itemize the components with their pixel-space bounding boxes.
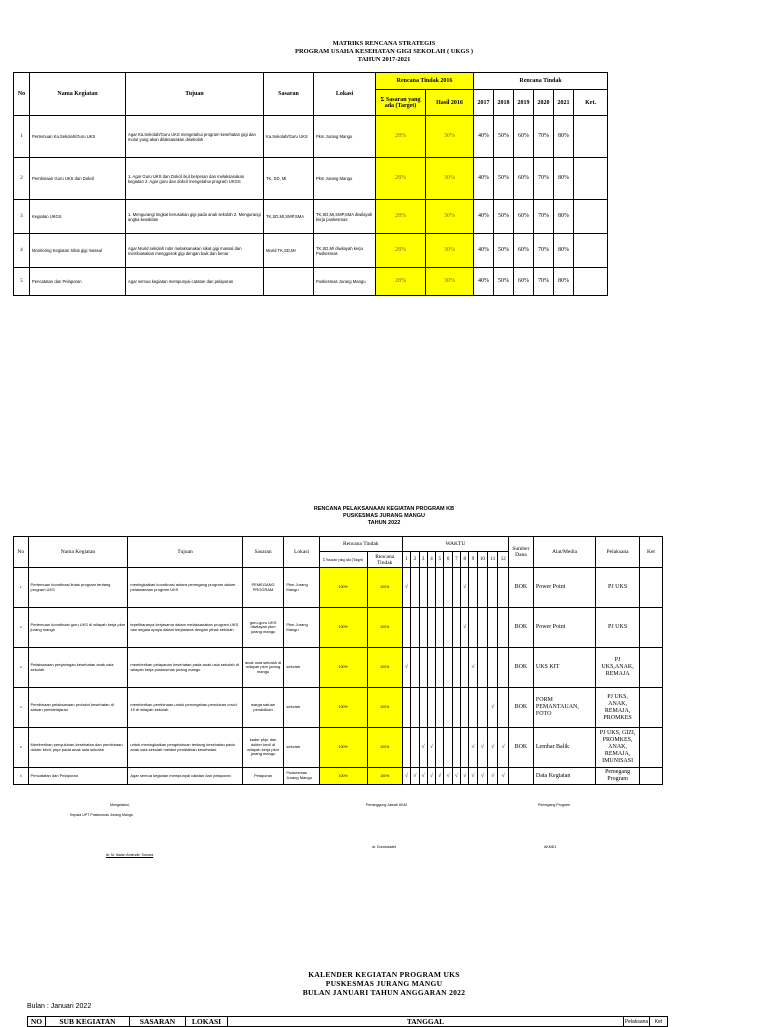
row-month-mark: √ <box>402 568 410 608</box>
row-month-mark <box>444 648 452 688</box>
title-line: TAHUN 2022 <box>367 520 401 526</box>
row-tujuan: tepeliharanya kerjasama dalam melaksanakan program UKS dan segala upaya dalam kerjasama dengan pihak sekolah <box>128 608 242 648</box>
row-ket <box>574 116 608 158</box>
row-month-mark <box>498 688 508 728</box>
row-year-value: 40% <box>474 158 494 200</box>
row-rencana-tindak: 100% <box>367 648 402 688</box>
header-sub-kegiatan: SUB KEGIATAN <box>46 1017 130 1027</box>
row-month-mark: √ <box>477 768 487 785</box>
header-ket: Ket. <box>574 90 608 116</box>
header-year: 2021 <box>554 90 574 116</box>
row-ket <box>639 688 662 728</box>
header-tujuan: Tujuan <box>128 537 242 568</box>
header-waktu: WAKTU <box>402 537 508 552</box>
row-year-value: 80% <box>554 158 574 200</box>
row-sasaran: TK,SD,MI,SMP,SMA <box>264 200 314 234</box>
table-row <box>14 608 663 648</box>
row-ket <box>574 268 608 296</box>
row-year-value: 80% <box>554 268 574 296</box>
row-year-value: 70% <box>534 268 554 296</box>
row-month-mark: √ <box>461 768 469 785</box>
row-target: 28% <box>376 234 426 268</box>
row-pelaksana: PJ UKS, GIZI, PROMKES, ANAK, REMAJA, IMUNISASI <box>596 728 640 768</box>
row-month-mark: √ <box>461 568 469 608</box>
row-month-mark: √ <box>402 768 410 785</box>
title-line: RENCANA PELAKSANAAN KEGIATAN PROGRAM KB <box>313 506 455 512</box>
kalender-title <box>0 970 768 997</box>
row-target: 28% <box>376 116 426 158</box>
row-month-mark <box>498 608 508 648</box>
header-sumber-dana: Sumber Dana <box>508 537 533 568</box>
row-month-mark <box>411 608 419 648</box>
row-target: 100% <box>319 768 367 785</box>
row-month-mark <box>488 648 498 688</box>
row-no: 4 <box>14 688 29 728</box>
header-pelaksana: Pelaksana <box>624 1018 649 1025</box>
row-hasil: 30% <box>426 116 474 158</box>
row-month-mark <box>452 568 460 608</box>
row-month-mark <box>461 728 469 768</box>
header-month: 5 <box>436 552 444 568</box>
header-year: 2019 <box>514 90 534 116</box>
row-month-mark <box>411 728 419 768</box>
row-ket <box>639 608 662 648</box>
row-year-value: 50% <box>494 234 514 268</box>
header-rencana-tindak: Rencana Tindak <box>319 537 402 552</box>
row-month-mark <box>461 648 469 688</box>
row-month-mark <box>444 728 452 768</box>
header-sasaran-target: Σ Sasaran yang ada (Target) <box>319 552 367 568</box>
row-lokasi: Pkm Jurang Mangu <box>314 158 376 200</box>
row-month-mark <box>488 608 498 648</box>
row-month-mark <box>452 688 460 728</box>
row-no: 1 <box>14 116 30 158</box>
title-line: KALENDER KEGIATAN PROGRAM UKS <box>308 970 460 979</box>
row-rencana-tindak: 100% <box>367 768 402 785</box>
row-nama-kegiatan: Monitoring Kegiatan Sikat gigi massal <box>30 234 126 268</box>
header-year: 2018 <box>494 90 514 116</box>
row-month-mark: √ <box>411 768 419 785</box>
row-nama-kegiatan: Memberikan penyuluhan kesehatan dan pembinaan dokter kecil, pkpr pada anak usia sekolah <box>28 728 128 768</box>
row-sumber-dana: BOK <box>508 568 533 608</box>
row-ket <box>639 728 662 768</box>
row-nama-kegiatan: Pencatatan dan Pelaporan <box>28 768 128 785</box>
row-month-mark: √ <box>452 768 460 785</box>
row-sasaran: Ka.Sekolah/Guru UKS <box>264 116 314 158</box>
kepala-name: dr. M. Ikwan Amirudin Tomara <box>106 853 154 857</box>
row-month-mark <box>444 608 452 648</box>
row-month-mark <box>444 568 452 608</box>
header-tujuan: Tujuan <box>126 73 264 116</box>
row-sumber-dana: BOK <box>508 648 533 688</box>
row-sasaran: kader pkpr dan dokter kecil di wilayah kerja pkm jurang mangu <box>242 728 284 768</box>
row-month-mark <box>452 648 460 688</box>
row-month-mark <box>488 568 498 608</box>
title-line: TAHUN 2017-2021 <box>357 56 411 63</box>
row-pelaksana: PJ UKS <box>596 608 640 648</box>
row-month-mark <box>436 688 444 728</box>
header-month: 1 <box>402 552 410 568</box>
row-month-mark <box>419 648 427 688</box>
row-nama-kegiatan: Pertemuan koordinasi lintas program tentang program UKS <box>28 568 128 608</box>
row-tujuan: memberikan pelayanan kesehatan pada anak usia sekolah di wilayah kerja puskesmas jurang mangu <box>128 648 242 688</box>
table-row <box>14 648 663 688</box>
bulan-label: Bulan : Januari 2022 <box>27 1003 92 1010</box>
header-sasaran: Sasaran <box>242 537 284 568</box>
row-target: 28% <box>376 200 426 234</box>
header-sasaran-target: Σ Sasaran yang ada (Target) <box>376 90 426 116</box>
row-no: 5 <box>14 728 29 768</box>
rencana-table <box>13 536 663 785</box>
row-month-mark: √ <box>419 768 427 785</box>
row-ket <box>574 158 608 200</box>
row-target: 100% <box>319 648 367 688</box>
row-year-value: 50% <box>494 268 514 296</box>
row-pelaksana: PJ UKS, ANAK, REMAJA, PROMKES <box>596 688 640 728</box>
row-month-mark <box>498 568 508 608</box>
row-sumber-dana: BOK <box>508 728 533 768</box>
row-sumber-dana: BOK <box>508 688 533 728</box>
row-month-mark <box>411 568 419 608</box>
row-sasaran: guru-guru UKS diwilayah pkm jurang mangu <box>242 608 284 648</box>
row-month-mark <box>436 648 444 688</box>
row-tujuan: 1. Mengurangi tingkat kerusakan gigi pada anak sekolah 2. Mengurangi angka kesakitan <box>126 200 264 234</box>
header-month: 7 <box>452 552 460 568</box>
kepala-label: Kepala UPT Puskesmas Jurang Mangu <box>70 813 133 817</box>
header-month: 4 <box>427 552 435 568</box>
row-tujuan: untuk meningkatkan pengetahuan tentang kesehatan pada anak usia sekolah melalui pendidikan kesehatan. <box>128 728 242 768</box>
row-month-mark <box>469 568 477 608</box>
row-lokasi: sekolah <box>284 728 319 768</box>
row-lokasi: Puskesmas Jurang Mangu <box>314 268 376 296</box>
row-target: 100% <box>319 568 367 608</box>
row-lokasi: Pkm Jurang Mangu <box>284 608 319 648</box>
row-month-mark <box>402 688 410 728</box>
row-year-value: 60% <box>514 158 534 200</box>
row-month-mark <box>427 608 435 648</box>
row-lokasi: sekolah <box>284 688 319 728</box>
header-month: 9 <box>469 552 477 568</box>
row-month-mark <box>419 568 427 608</box>
title-line: PUSKESMAS JURANG MANGU <box>325 979 443 988</box>
row-month-mark <box>436 568 444 608</box>
header-lokasi: LOKASI <box>186 1017 228 1027</box>
row-no: 6 <box>14 768 29 785</box>
row-sasaran: PEMEGANG PROGRAM <box>242 568 284 608</box>
header-month: 8 <box>461 552 469 568</box>
row-pelaksana: PJ UKS,ANAK, REMAJA <box>596 648 640 688</box>
header-sasaran: Sasaran <box>264 73 314 116</box>
row-rencana-tindak: 100% <box>367 608 402 648</box>
row-tujuan: Agar Ka.Sekolah/Guru UKS mengetahui program kesehatan gigi dan mulut yang akan dilaksanakan disekolah <box>126 116 264 158</box>
row-alat-media: Power Point <box>533 568 595 608</box>
row-no: 4 <box>14 234 30 268</box>
row-month-mark <box>402 728 410 768</box>
row-month-mark <box>411 688 419 728</box>
header-rencana-tindak-sub: Rencana Tindak <box>367 552 402 568</box>
table-row <box>14 768 663 785</box>
row-sumber-dana: BOK <box>508 608 533 648</box>
kalender-table <box>27 1016 668 1027</box>
row-month-mark: √ <box>402 648 410 688</box>
row-nama-kegiatan: Pertemuan Ka.Sekolah/Guru UKS <box>30 116 126 158</box>
row-month-mark <box>419 608 427 648</box>
table-row <box>14 234 608 268</box>
row-month-mark: √ <box>444 768 452 785</box>
row-lokasi: sekolah <box>284 648 319 688</box>
row-month-mark: √ <box>427 768 435 785</box>
row-tujuan: memberikan pembinaan untuk pencegahan penularan covid 19 di wilayah sekolah <box>128 688 242 728</box>
header-alat-media: Alat/Media <box>533 537 595 568</box>
row-lokasi: TK,SD,MI,SMP,SMA diwilayah kerja puskesmas <box>314 200 376 234</box>
row-sasaran: Pelaporan <box>242 768 284 785</box>
row-target: 28% <box>376 268 426 296</box>
row-nama-kegiatan: Pembinaan Guru UKS dan Dokcil <box>30 158 126 200</box>
table-row <box>14 728 663 768</box>
row-month-mark <box>498 648 508 688</box>
row-month-mark <box>452 728 460 768</box>
row-month-mark: √ <box>436 768 444 785</box>
row-ket <box>574 200 608 234</box>
row-year-value: 60% <box>514 200 534 234</box>
header-month: 2 <box>411 552 419 568</box>
row-month-mark <box>452 608 460 648</box>
title-line: PUSKESMAS JURANG MANGU <box>343 513 425 519</box>
row-year-value: 40% <box>474 268 494 296</box>
row-nama-kegiatan: Kegiatan UKGS <box>30 200 126 234</box>
row-sumber-dana <box>508 768 533 785</box>
header-lokasi: Lokasi <box>284 537 319 568</box>
row-month-mark <box>419 688 427 728</box>
row-month-mark: √ <box>461 608 469 648</box>
row-nama-kegiatan: Pelaksanaan penjaringan kesehatan anak usia sekolah <box>28 648 128 688</box>
matriks-title <box>0 40 768 64</box>
row-month-mark: √ <box>498 728 508 768</box>
header-no: No <box>14 537 29 568</box>
header-tanggal: TANGGAL <box>228 1017 624 1027</box>
header-no: No <box>14 73 30 116</box>
row-month-mark: √ <box>469 728 477 768</box>
row-lokasi: Pkm Jurang Mangu <box>314 116 376 158</box>
row-sasaran: warga satuan pendidikan <box>242 688 284 728</box>
table-row <box>14 568 663 608</box>
row-month-mark <box>461 688 469 728</box>
header-nama-kegiatan: Nama Kegiatan <box>30 73 126 116</box>
row-rencana-tindak: 100% <box>367 728 402 768</box>
row-year-value: 40% <box>474 234 494 268</box>
header-month: 11 <box>488 552 498 568</box>
table-row <box>14 688 663 728</box>
row-target: 28% <box>376 158 426 200</box>
header-year: 2017 <box>474 90 494 116</box>
row-pelaksana: Pemegang Program <box>596 768 640 785</box>
row-year-value: 40% <box>474 200 494 234</box>
row-ket <box>574 234 608 268</box>
row-year-value: 70% <box>534 116 554 158</box>
pj-label: Penanggung Jawab UKM <box>366 803 407 807</box>
header-ket: Ket <box>650 1017 668 1027</box>
row-sasaran: TK, SD, MI <box>264 158 314 200</box>
row-sasaran: anak usia sekolah di wilayah pkm jurang mangu <box>242 648 284 688</box>
pemegang-label: Pemegang Program <box>538 803 571 807</box>
row-month-mark <box>469 688 477 728</box>
row-ket <box>639 568 662 608</box>
row-tujuan: Agar Murid sekolah rutin melaksanakan sikat gigi massal dan membiasakan menggosok gigi dengan baik dan benar <box>126 234 264 268</box>
row-month-mark: √ <box>427 728 435 768</box>
row-sasaran <box>264 268 314 296</box>
row-lokasi: Puskesmas Jurang Mangu <box>284 768 319 785</box>
table-row <box>14 116 608 158</box>
row-year-value: 50% <box>494 158 514 200</box>
row-rencana-tindak: 100% <box>367 688 402 728</box>
row-year-value: 70% <box>534 234 554 268</box>
row-target: 100% <box>319 728 367 768</box>
row-ket <box>639 648 662 688</box>
row-tujuan: meningkatkan koordinasi antara pemegang program dalam pelaksanaan program UKS <box>128 568 242 608</box>
row-no: 2 <box>14 608 29 648</box>
row-hasil: 30% <box>426 158 474 200</box>
row-sasaran: Murid TK,SD,MI <box>264 234 314 268</box>
row-lokasi: Pkm Jurang Mangu <box>284 568 319 608</box>
row-alat-media: FORM PEMANTAUAN, FOTO <box>533 688 595 728</box>
row-year-value: 80% <box>554 200 574 234</box>
row-month-mark: √ <box>469 648 477 688</box>
title-line: PROGRAM USAHA KESEHATAN GIGI SEKOLAH ( UKGS ) <box>295 48 473 55</box>
row-month-mark <box>444 688 452 728</box>
header-year: 2020 <box>534 90 554 116</box>
table-row <box>14 268 608 296</box>
row-hasil: 30% <box>426 200 474 234</box>
row-hasil: 30% <box>426 234 474 268</box>
header-pelaksana: Pelaksana <box>596 537 640 568</box>
row-alat-media: Power Point <box>533 608 595 648</box>
row-target: 100% <box>319 608 367 648</box>
row-month-mark <box>477 688 487 728</box>
row-month-mark: √ <box>477 728 487 768</box>
row-month-mark <box>411 648 419 688</box>
row-nama-kegiatan: Pencatatan dan Pelaporan <box>30 268 126 296</box>
header-hasil-2016: Hasil 2016 <box>426 90 474 116</box>
pj-name: dr. Durotussahl <box>372 845 397 849</box>
row-no: 3 <box>14 200 30 234</box>
header-rencana-tindak: Rencana Tindak <box>474 73 608 90</box>
row-month-mark: √ <box>469 768 477 785</box>
row-year-value: 60% <box>514 268 534 296</box>
matriks-table <box>13 72 608 296</box>
header-sasaran: SASARAN <box>130 1017 186 1027</box>
title-line: MATRIKS RENCANA STRATEGIS <box>332 40 436 47</box>
header-month: 10 <box>477 552 487 568</box>
row-month-mark: √ <box>488 768 498 785</box>
rencana-title <box>0 506 768 527</box>
pemegang-name: AKMD1 <box>544 845 557 849</box>
row-hasil: 30% <box>426 268 474 296</box>
row-year-value: 50% <box>494 200 514 234</box>
header-month: 12 <box>498 552 508 568</box>
row-no: 5 <box>14 268 30 296</box>
header-month: 6 <box>444 552 452 568</box>
row-year-value: 40% <box>474 116 494 158</box>
row-rencana-tindak: 100% <box>367 568 402 608</box>
row-alat-media: UKS KIT <box>533 648 595 688</box>
row-no: 2 <box>14 158 30 200</box>
row-tujuan: Agar semua kegiatan mempunyai catatan dan pelaporan <box>128 768 242 785</box>
row-year-value: 80% <box>554 234 574 268</box>
row-month-mark: √ <box>498 768 508 785</box>
row-month-mark <box>436 728 444 768</box>
row-year-value: 80% <box>554 116 574 158</box>
header-nama-kegiatan: Nama Kegiatan <box>28 537 128 568</box>
title-line: BULAN JANUARI TAHUN ANGGARAN 2022 <box>302 988 466 997</box>
row-alat-media: Data Kegiatan <box>533 768 595 785</box>
row-month-mark <box>436 608 444 648</box>
row-month-mark: √ <box>488 688 498 728</box>
row-month-mark <box>427 648 435 688</box>
row-no: 1 <box>14 568 29 608</box>
mengetahui-label: Mengetahui, <box>110 803 130 807</box>
row-month-mark: √ <box>419 728 427 768</box>
row-pelaksana: PJ UKS <box>596 568 640 608</box>
row-target: 100% <box>319 688 367 728</box>
row-year-value: 50% <box>494 116 514 158</box>
row-alat-media: Lembar Balik <box>533 728 595 768</box>
header-rencana-tindak-2016: Rencana Tindak 2016 <box>376 73 474 90</box>
row-nama-kegiatan: Pertemuan koordinasi guru UKS di wilayah kerja pkm jurang mangu <box>28 608 128 648</box>
row-lokasi: TK,SD,MI diwilayah kerja Puskesmas <box>314 234 376 268</box>
row-month-mark <box>427 568 435 608</box>
row-month-mark: √ <box>488 728 498 768</box>
row-tujuan: Agar semua kegiatan mempunyai catatan dan pelaporan <box>126 268 264 296</box>
row-year-value: 70% <box>534 158 554 200</box>
row-month-mark <box>427 688 435 728</box>
row-month-mark <box>477 608 487 648</box>
header-month: 3 <box>419 552 427 568</box>
row-tujuan: 1. Agar Guru UKS dan Dokcil ikut berperan dan melaksanakan kegiatan 2. Agar guru dan dokcil mengetahui program UKGS <box>126 158 264 200</box>
header-lokasi: Lokasi <box>314 73 376 116</box>
row-year-value: 60% <box>514 116 534 158</box>
row-ket <box>639 768 662 785</box>
row-year-value: 70% <box>534 200 554 234</box>
row-month-mark <box>469 608 477 648</box>
row-month-mark <box>477 568 487 608</box>
row-year-value: 60% <box>514 234 534 268</box>
row-nama-kegiatan: Pembinaan pelaksanaan protokol kesehatan di satuan pembelajaran <box>28 688 128 728</box>
row-month-mark <box>402 608 410 648</box>
header-no: NO <box>28 1017 46 1027</box>
header-ket: Ket <box>639 537 662 568</box>
table-row <box>14 200 608 234</box>
table-row <box>14 158 608 200</box>
row-no: 3 <box>14 648 29 688</box>
row-month-mark <box>477 648 487 688</box>
